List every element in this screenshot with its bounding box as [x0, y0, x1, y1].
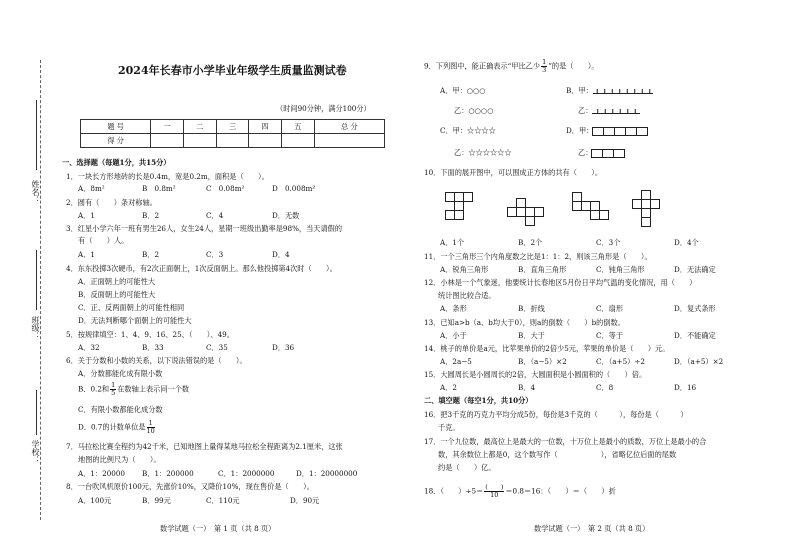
score-cell[interactable] — [184, 134, 217, 148]
school-line — [36, 390, 37, 435]
q10-stem: 10．下面的展开图中，可以围成正方体的共有（ ）。 — [424, 168, 603, 177]
score-table — [80, 119, 385, 148]
q14-stem: 14．桃子的单价是a元，比苹果单价的2倍少5元，苹果的单价是（ ）元。 — [424, 344, 670, 353]
q12-stem: 12．小林是一个气象迷，他要统计长春地区5月份日平均气温的变化情况，用（ ） — [424, 278, 697, 287]
q9-d-jia-label: D．甲： — [566, 126, 594, 135]
q9-b-yi — [578, 106, 640, 116]
q4-stem: 4．东东投掷3次硬币，有2次正面朝上，1次反面朝上。那么他投掷第4次时（ ）。 — [66, 264, 337, 273]
q9-b-jia-label: B．甲： — [566, 86, 593, 95]
q9-option-d[interactable] — [566, 126, 648, 136]
q1-option-c[interactable]: C 0.08m² — [206, 184, 245, 193]
q7-stem: 7．马拉松比赛全程约为42千米，已知地图上量得某地马拉松全程距离为2.1厘米，这张 — [66, 442, 343, 451]
q8-option-b[interactable]: B．99元 — [142, 496, 171, 505]
score-header-cell: 题 号 — [81, 120, 151, 134]
q13-option-d[interactable]: D．不能确定 — [674, 331, 716, 340]
score-header-cell: 二 — [184, 120, 217, 134]
score-header-cell: 四 — [249, 120, 282, 134]
score-cell[interactable] — [314, 134, 384, 148]
q10-option-c[interactable]: C．3个 — [596, 238, 621, 247]
q13-stem: 13．已知a>b（a、b均大于0），则a的倒数（ ）b的倒数。 — [424, 318, 625, 327]
q9-option-b[interactable] — [566, 86, 653, 96]
q5-stem: 5．按规律填空：1、4、9、16、25、（ ）、49。 — [66, 330, 234, 339]
q3-option-d[interactable]: D．4 — [272, 250, 290, 259]
q14-option-d[interactable]: D．（a+5）×2 — [674, 357, 724, 366]
q6-option-c[interactable]: C．有限小数都能化成分数 — [78, 405, 163, 414]
q9-d-jia-cells — [593, 126, 648, 135]
q3-stem: 3．红星小学六年一班有男生26人，女生24人，星期一班级出勤率是98%，当天请假的 — [66, 224, 343, 233]
q1-option-b[interactable]: B 0.8m² — [142, 184, 176, 193]
q9-d-yi — [578, 148, 625, 158]
q14-option-b[interactable]: B．（a−5）×2 — [518, 357, 567, 366]
q9-b-jia-segments — [593, 88, 653, 94]
footer-right: 数学试题（一） 第 2 页（共 8 页） — [534, 524, 650, 533]
q7-option-d[interactable]: D．1：20000000 — [296, 469, 358, 478]
score-header-cell: 三 — [216, 120, 249, 134]
q4-option-a[interactable]: A．正面朝上的可能性大 — [78, 277, 156, 286]
q10-option-d[interactable]: D．4个 — [674, 238, 699, 247]
name-label: 姓名： — [31, 180, 40, 204]
q9-a-yi: 乙：○○○○ — [454, 106, 494, 115]
q7-stem-cont: 地图的比例尺为（ ）。 — [78, 455, 161, 464]
score-cell[interactable] — [216, 134, 249, 148]
fraction-denominator: 5 — [111, 389, 116, 397]
q9-d-yi-cells — [592, 148, 625, 157]
q18-stem — [424, 484, 616, 499]
q10-option-b[interactable]: B．2个 — [518, 238, 543, 247]
q9-c-yi: 乙：☆☆☆☆☆☆ — [454, 148, 512, 157]
score-header-cell: 五 — [281, 120, 314, 134]
q8-option-c[interactable]: C．110元 — [206, 496, 240, 505]
q2-option-b[interactable]: B．2 — [142, 211, 160, 220]
q6-b-prefix: B．0.2和 — [78, 384, 110, 394]
q3-option-a[interactable]: A．1 — [78, 250, 95, 259]
q18-prefix: 18．（ ）÷5＝ — [424, 486, 484, 496]
q6-option-a[interactable]: A．分数都能化成有限小数 — [78, 369, 163, 378]
q9-stem — [424, 59, 599, 74]
q9-stem-suffix: ”的是（ ）。 — [548, 61, 599, 71]
q12-option-b[interactable]: B．折线 — [518, 304, 545, 313]
q11-option-a[interactable]: A．锐角三角形 — [440, 265, 489, 274]
q15-option-c[interactable]: C．8 — [596, 383, 614, 392]
q9-fraction — [541, 59, 547, 74]
exam-title: 2024年长春市小学毕业年级学生质量监测试卷 — [118, 64, 347, 77]
q2-option-a[interactable]: A．1 — [78, 211, 95, 220]
q6-stem: 6．关于分数和小数的关系，以下说法错误的是（ ）。 — [66, 356, 247, 365]
fraction-numerator: 1 — [111, 381, 116, 389]
score-row-label: 得 分 — [81, 134, 151, 148]
q2-option-c[interactable]: C．4 — [206, 211, 224, 220]
q1-stem: 1．一块长方形地砖的长是0.4m，宽是0.2m，面积是（ ）。 — [66, 172, 269, 181]
q10-option-a[interactable]: A．1个 — [440, 238, 465, 247]
q18-fraction[interactable] — [484, 484, 504, 499]
q9-d-yi-label: 乙： — [578, 148, 593, 157]
q16-stem-cont: 千克。 — [438, 423, 460, 432]
fraction-numerator-blank[interactable]: ( ) — [485, 483, 504, 491]
q5-option-c[interactable]: C．35 — [206, 343, 228, 352]
q12-option-d[interactable]: D．复式条形 — [674, 304, 716, 313]
fraction-denominator: 10 — [146, 427, 155, 435]
q5-option-a[interactable]: A．32 — [78, 343, 100, 352]
time-note: （时间90分钟，满分100分） — [276, 104, 371, 113]
q6-d-prefix: D．0.7的计数单位是 — [78, 422, 146, 432]
q4-option-d[interactable]: D．无法判断哪个面朝上的可能性大 — [78, 316, 192, 325]
q8-option-a[interactable]: A．100元 — [78, 496, 112, 505]
fraction-denominator: 3 — [542, 66, 547, 74]
q9-c-jia[interactable]: C．甲：☆☆☆☆ — [440, 126, 496, 135]
q2-stem: 2．圆有（ ）条对称轴。 — [66, 198, 157, 207]
q1-option-a[interactable]: A．8m² — [78, 184, 105, 193]
class-label: 班级： — [31, 316, 40, 340]
score-header-cell: 一 — [151, 120, 184, 134]
q13-option-a[interactable]: A．小于 — [440, 331, 467, 340]
school-label: 学校： — [31, 440, 40, 464]
score-header-cell: 总 分 — [314, 120, 384, 134]
q8-option-d[interactable]: D．90元 — [290, 496, 320, 505]
q1-option-d[interactable]: D 0.008m² — [272, 184, 316, 193]
fraction-numerator: 1 — [147, 420, 155, 428]
q12-option-a[interactable]: A．条形 — [440, 304, 467, 313]
q17-stem-end: 约是（ ）亿。 — [438, 463, 496, 472]
q11-option-b[interactable]: B．直角三角形 — [518, 265, 567, 274]
q9-a-jia[interactable]: A．甲：○○○ — [440, 86, 486, 95]
score-cell[interactable] — [281, 134, 314, 148]
score-cell[interactable] — [151, 134, 184, 148]
fraction-denominator: 10 — [490, 491, 499, 499]
q4-option-b[interactable]: B．反面朝上的可能性大 — [78, 290, 156, 299]
q6-option-b[interactable] — [78, 382, 189, 397]
q6-b-fraction — [110, 382, 116, 397]
q6-option-d[interactable] — [78, 420, 156, 435]
q17-stem: 17．一个九位数，最高位上是最大的一位数，十万位上是最小的质数，万位上是最小的合 — [424, 437, 707, 446]
q3-option-b[interactable]: B．2 — [142, 250, 160, 259]
q11-option-d[interactable]: D．无法确定 — [674, 265, 716, 274]
score-cell[interactable] — [249, 134, 282, 148]
q2-option-d[interactable]: D．无数 — [272, 211, 300, 220]
q13-option-c[interactable]: C．等于 — [596, 331, 624, 340]
q3-stem-cont: 有（ ）人。 — [78, 236, 129, 245]
q14-option-c[interactable]: C．（a+5）÷2 — [596, 357, 645, 366]
q12-stem-cont: 统计图比较合适。 — [438, 291, 496, 300]
q5-option-d[interactable]: D．36 — [272, 343, 295, 352]
q13-option-b[interactable]: B．大于 — [518, 331, 545, 340]
q14-option-a[interactable]: A．2a−5 — [440, 357, 472, 366]
fraction-numerator: 1 — [542, 58, 547, 66]
q17-stem-cont: 数，其余数位上都是0，这个数写作（ ），省略亿位后面的尾数 — [438, 450, 677, 459]
q4-option-c[interactable]: C．正、反两面朝上的可能性相同 — [78, 303, 185, 312]
q9-b-yi-label: 乙： — [578, 106, 593, 115]
q15-option-b[interactable]: B．4 — [518, 383, 536, 392]
q9-stem-prefix: 9．下列图中，能正确表示“甲比乙少 — [424, 61, 541, 71]
section1-heading: 一、选择题（每题1分，共15分） — [62, 158, 171, 167]
q15-option-a[interactable]: A．2 — [440, 383, 457, 392]
q15-stem: 15．大圆周长是小圆周长的2倍，大圆面积是小圆面积的（ ）倍。 — [424, 370, 647, 379]
q11-stem: 11．一个三角形三个内角度数之比是1：1：2，则该三角形是（ ）。 — [424, 252, 652, 261]
q12-option-c[interactable]: C．扇形 — [596, 304, 624, 313]
q15-option-d[interactable]: D．16 — [674, 383, 697, 392]
class-line — [36, 250, 37, 310]
section2-heading: 二、填空题（每空1分，共10分） — [424, 396, 533, 405]
footer-left: 数学试题（一） 第 1 页（共 8 页） — [160, 524, 276, 533]
q6-d-fraction — [147, 420, 155, 435]
name-line — [36, 100, 37, 170]
q9-b-yi-segments — [592, 108, 640, 114]
q7-option-a[interactable]: A．1：20000 — [78, 469, 126, 478]
q11-option-c[interactable]: C．钝角三角形 — [596, 265, 645, 274]
q5-option-b[interactable]: B．33 — [142, 343, 164, 352]
q7-option-c[interactable]: C．1：2000000 — [218, 469, 275, 478]
q16-stem: 16．把3千克的巧克力平均分成5份，每份是3千克的（ ），每份是（ ） — [424, 410, 688, 419]
q8-stem: 8．一台吹风机原价100元，先涨价10%，又降价10%，现在售价是（ ）。 — [66, 482, 314, 491]
q18-suffix: ＝0.8＝16：（ ）＝（ ）折 — [505, 486, 616, 496]
q3-option-c[interactable]: C．3 — [206, 250, 224, 259]
q6-b-suffix: 在数轴上表示同一个数 — [117, 384, 190, 394]
q7-option-b[interactable]: B．1：200000 — [142, 469, 194, 478]
